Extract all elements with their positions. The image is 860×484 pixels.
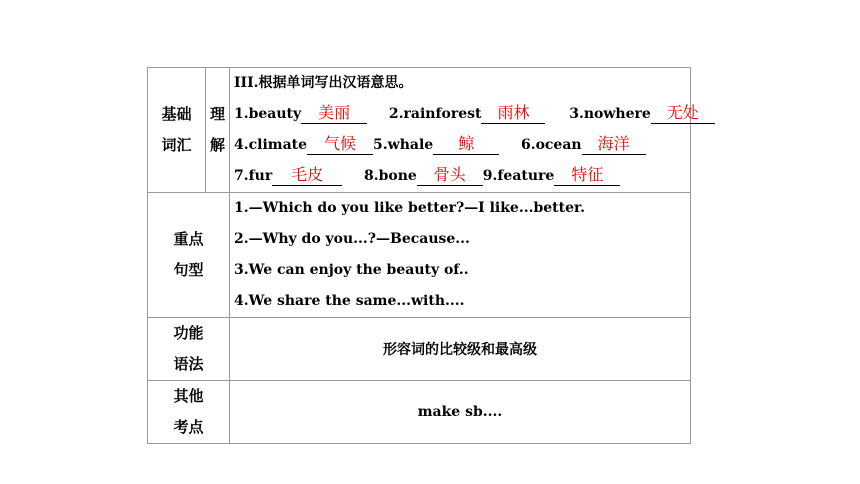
category-label-line1: 重点 [173, 230, 204, 248]
vocab-answer: 毛皮 [272, 165, 342, 186]
sentences-category-cell [148, 193, 230, 318]
vocab-item-label: 6.ocean [520, 137, 582, 153]
subcategory-label-line1: 理 [209, 105, 225, 123]
vocab-answer: 雨林 [481, 103, 545, 124]
other-category-cell [148, 381, 230, 444]
vocab-subcategory-cell [206, 68, 230, 193]
sentences-content-cell [230, 193, 691, 318]
vocab-line-2 [234, 130, 690, 161]
subcategory-label-line2: 解 [209, 136, 225, 154]
category-label-line1: 其他 [173, 387, 204, 405]
vocab-item-label: 4.climate [234, 137, 308, 153]
vocab-instruction: III.根据单词写出汉语意思。 [234, 75, 413, 91]
summary-table [147, 67, 699, 444]
vocab-answer: 骨头 [417, 165, 483, 186]
vocab-answer: 海洋 [582, 134, 646, 155]
grammar-row [148, 318, 691, 381]
vocab-row [148, 68, 691, 193]
sentence-line: 2.—Why do you...?—Because... [234, 231, 470, 247]
vocab-line-3 [234, 161, 690, 192]
other-row [148, 381, 691, 444]
vocab-item-label: 2.rainforest [388, 106, 482, 122]
category-label-line1: 基础 [161, 105, 192, 123]
vocab-item-label: 8.bone [363, 168, 417, 184]
other-content-cell: make sb.... [230, 381, 691, 444]
vocab-item-label: 5.whale [373, 137, 434, 153]
category-label-line2: 词汇 [161, 136, 192, 154]
vocab-answer: 无处 [651, 103, 715, 124]
category-label-line2: 考点 [173, 418, 204, 436]
vocab-item-label: 7.fur [234, 168, 273, 184]
sentence-line: 4.We share the same...with.... [234, 293, 465, 309]
category-label-line2: 句型 [173, 261, 204, 279]
sentence-line: 1.—Which do you like better?—I like...better. [234, 200, 585, 216]
grammar-content-cell: 形容词的比较级和最高级 [230, 318, 691, 381]
sentences-row [148, 193, 691, 318]
vocab-category-cell [148, 68, 206, 193]
vocab-answer: 鲸 [433, 134, 499, 155]
vocab-answer: 气候 [307, 134, 373, 155]
vocab-line-1 [234, 99, 699, 130]
grammar-category-cell [148, 318, 230, 381]
vocab-answer: 特征 [554, 165, 620, 186]
vocab-answer: 美丽 [301, 103, 367, 124]
vocab-content-cell [230, 68, 699, 193]
category-label-line2: 语法 [173, 355, 204, 373]
category-label-line1: 功能 [173, 324, 204, 342]
vocab-item-label: 9.feature [482, 168, 555, 184]
vocab-item-label: 3.nowhere [569, 106, 651, 122]
vocab-item-label: 1.beauty [234, 106, 302, 122]
sentence-line: 3.We can enjoy the beauty of.. [234, 262, 469, 278]
